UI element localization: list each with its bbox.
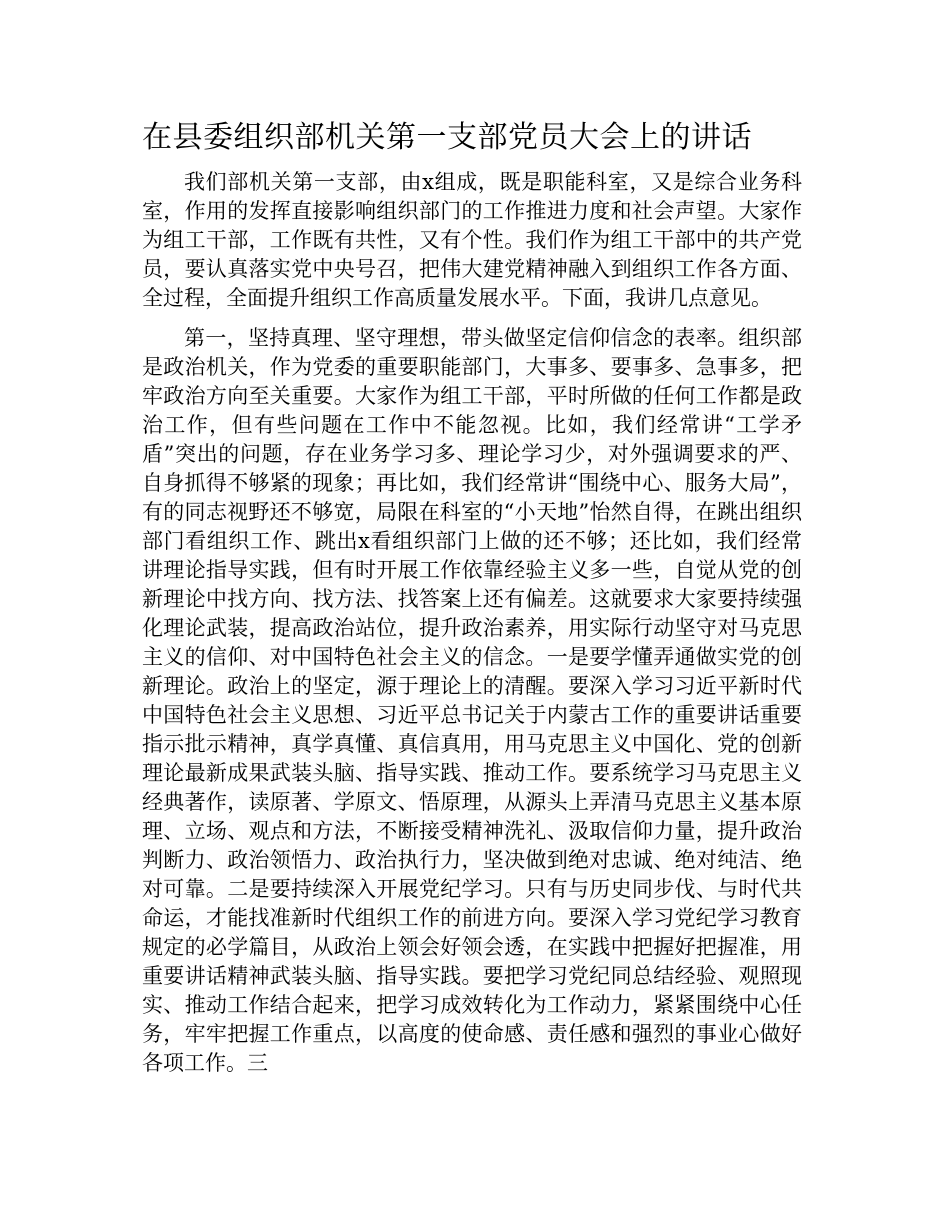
paragraph-intro: 我们部机关第一支部，由x组成，既是职能科室，又是综合业务科室，作用的发挥直接影响组织部门的工作推进力度和社会声望。大家作为组工干部，工作既有共性，又有个性。我们作为组工干部中的共产党员，要认真落实党中央号召，把伟大建党精神融入到组织工作各方面、全过程，全面提升组织工作高质量发展水平。下面，我讲几点意见。	[142, 170, 802, 310]
document-title: 在县委组织部机关第一支部党员大会上的讲话	[142, 120, 752, 155]
paragraph-first-point: 第一，坚持真理、坚守理想，带头做坚定信仰信念的表率。组织部是政治机关，作为党委的重要职能部门，大事多、要事多、急事多，把牢政治方向至关重要。大家作为组工干部，平时所做的任何工作都是政治工作，但有些问题在工作中不能忽视。比如，我们经常讲“工学矛盾”突出的问题，存在业务学习多、理论学习少，对外强调要求的严、自身抓得不够紧的现象；再比如，我们经常讲“围绕中心、服务大局”，有的同志视野还不够宽，局限在科室的“小天地”怡然自得，在跳出组织部门看组织工作、跳出x看组织部门上做的还不够；还比如，我们经常讲理论指导实践，但有时开展工作依靠经验主义多一些，自觉从党的创新理论中找方向、找方法、找答案上还有偏差。这就要求大家要持续强化理论武装，提高政治站位，提升政治素养，用实际行动坚守对马克思主义的信仰、对中国特色社会主义的信念。一是要学懂弄通做实党的创新理论。政治上的坚定，源于理论上的清醒。要深入学习习近平新时代中国特色社会主义思想、习近平总书记关于内蒙古工作的重要讲话重要指示批示精神，真学真懂、真信真用，用马克思主义中国化、党的创新理论最新成果武装头脑、指导实践、推动工作。要系统学习马克思主义经典著作，读原著、学原文、悟原理，从源头上弄清马克思主义基本原理、立场、观点和方法，不断接受精神洗礼、汲取信仰力量，提升政治判断力、政治领悟力、政治执行力，坚决做到绝对忠诚、绝对纯洁、绝对可靠。二是要持续深入开展党纪学习。只有与历史同步伐、与时代共命运，才能找准新时代组织工作的前进方向。要深入学习党纪学习教育规定的必学篇目，从政治上领会好领会透，在实践中把握好把握准，用重要讲话精神武装头脑、指导实践。要把学习党纪同总结经验、观照现实、推动工作结合起来，把学习成效转化为工作动力，紧紧围绕中心任务，牢牢把握工作重点，以高度的使命感、责任感和强烈的事业心做好各项工作。三	[142, 326, 802, 1075]
document-body	[142, 168, 802, 1078]
